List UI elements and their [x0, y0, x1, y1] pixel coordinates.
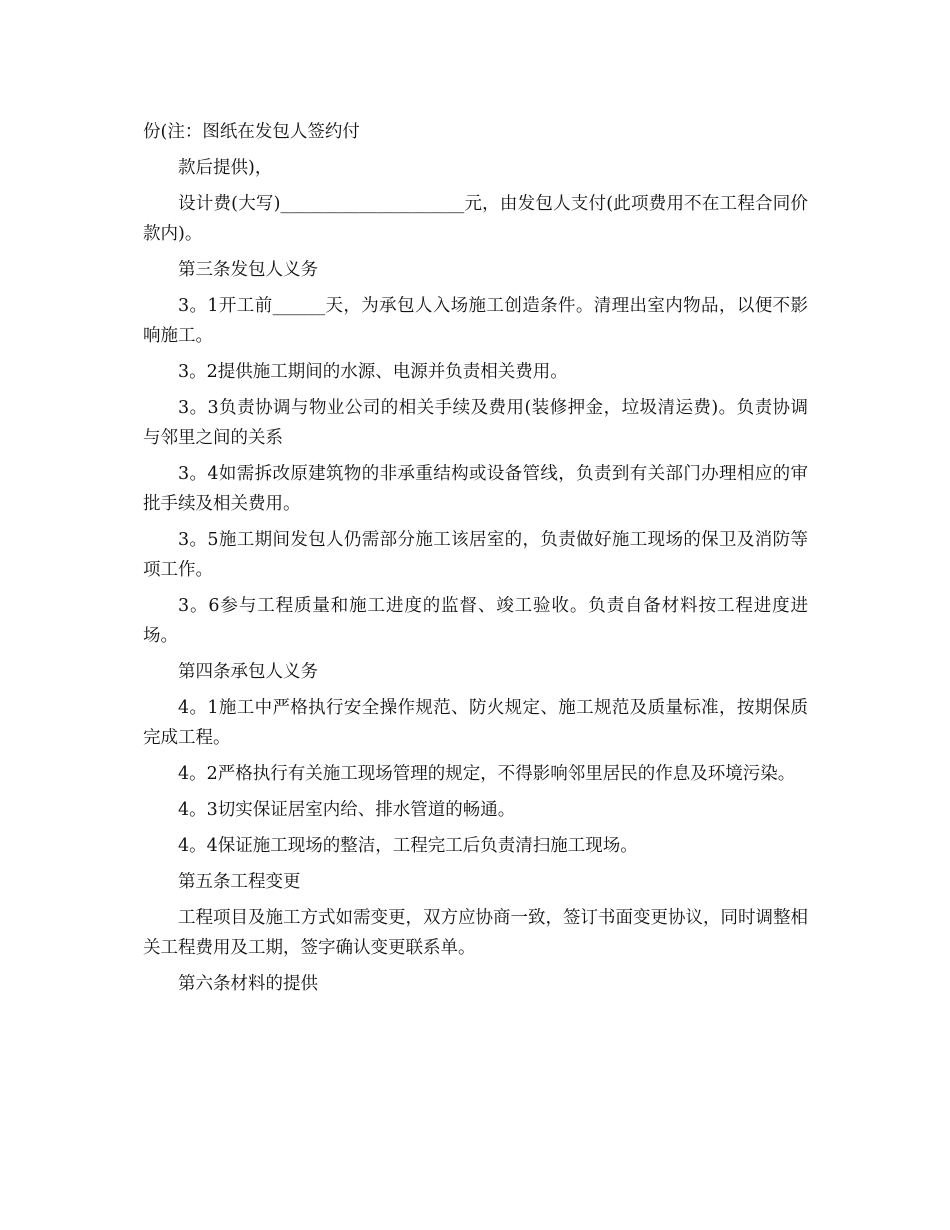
- paragraph-4-1: 4。1施工中严格执行安全操作规范、防火规定、施工规范及质量标准，按期保质完成工程。: [143, 698, 808, 748]
- paragraph-4-2: 4。2严格执行有关施工现场管理的规定，不得影响邻里居民的作息及环境污染。: [178, 764, 796, 784]
- paragraph-4-4: 4。4保证施工现场的整洁，工程完工后负责清扫施工现场。: [178, 836, 638, 856]
- paragraph-5-1: 工程项目及施工方式如需变更，双方应协商一致，签订书面变更协议，同时调整相关工程费用及工期，签字确认变更联系单。: [143, 908, 808, 958]
- heading-article-3: 第三条发包人义务: [178, 260, 318, 280]
- document-body: [143, 117, 808, 1005]
- paragraph-3-6: 3。6参与工程质量和施工进度的监督、竣工验收。负责自备材料按工程进度进场。: [143, 596, 808, 646]
- paragraph-4-3: 4。3切实保证居室内给、排水管道的畅通。: [178, 800, 516, 820]
- heading-article-5: 第五条工程变更: [178, 872, 301, 892]
- paragraph-drawing-note-cont: 款后提供)，: [178, 158, 273, 178]
- paragraph-3-5: 3。5施工期间发包人仍需部分施工该居室的，负责做好施工现场的保卫及消防等项工作。: [143, 530, 808, 580]
- heading-article-4: 第四条承包人义务: [178, 662, 318, 682]
- paragraph-design-fee: 设计费(大写)_____________________元，由发包人支付(此项费用不在工程合同价款内)。: [143, 194, 808, 244]
- paragraph-3-4: 3。4如需拆改原建筑物的非承重结构或设备管线，负责到有关部门办理相应的审批手续及相关费用。: [143, 464, 808, 514]
- paragraph-3-3: 3。3负责协调与物业公司的相关手续及费用(装修押金，垃圾清运费)。负责协调与邻里之间的关系: [143, 398, 808, 448]
- paragraph-drawing-note: 份(注：图纸在发包人签约付: [143, 122, 360, 142]
- paragraph-3-2: 3。2提供施工期间的水源、电源并负责相关费用。: [178, 362, 568, 382]
- heading-article-6: 第六条材料的提供: [178, 974, 318, 994]
- paragraph-3-1: 3。1开工前______天，为承包人入场施工创造条件。清理出室内物品，以便不影响施工。: [143, 296, 808, 346]
